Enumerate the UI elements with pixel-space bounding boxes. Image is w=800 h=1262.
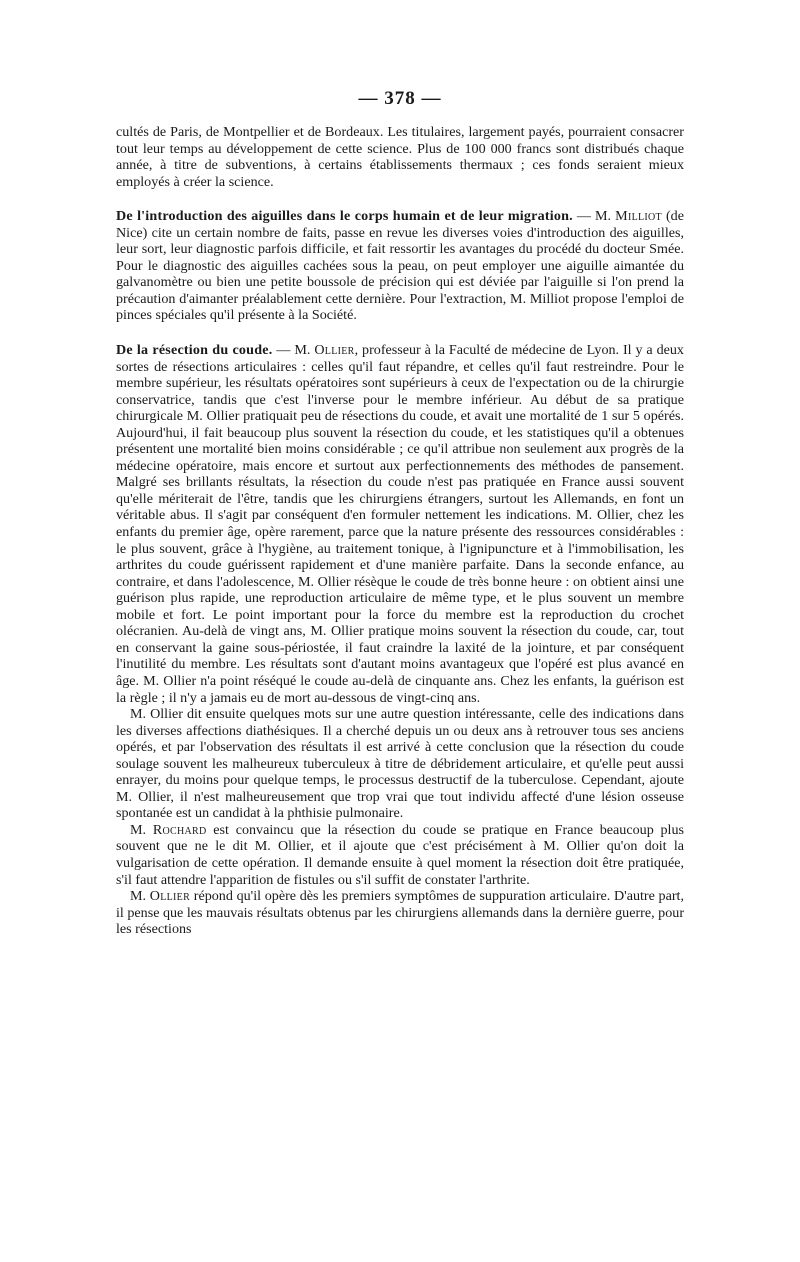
author-name: Rochard	[152, 821, 207, 838]
paragraph-ollier-reply	[116, 888, 684, 938]
paragraph-text: (de Nice) cite un certain nombre de faits, passe en revue les diverses voies d'introduction des aiguilles, leur sort, leur diagnostic parfois difficile, et fait ressortir les avantages du procédé du docteur Smée. Pour le diagnostic des aiguilles cachées sous la peau, on peut employer une aiguille aimantée du galvanomètre ou bien une petite boussole de précision qui est déviée par l'aiguille si l'on prend la précaution d'aimanter préalablement cette dernière. Pour l'extraction, M. Milliot propose l'emploi de pinces spéciales qu'il présente à la Société.	[116, 208, 684, 324]
author-name: Ollier	[149, 888, 191, 905]
page-number: — 378 —	[358, 88, 442, 109]
author-name: Milliot	[615, 208, 662, 225]
paragraph-rochard	[116, 822, 684, 888]
paragraph-continuation	[116, 124, 684, 190]
paragraph-text: cultés de Paris, de Montpellier et de Bordeaux. Les titulaires, largement payés, pourraient consacrer tout leur temps au développement de cette science. Plus de 100 000 francs sont distribués chaque année, à titre de subventions, à certains établissements thermaux ; ces fonds seraient mieux employés à créer la science.	[116, 124, 684, 190]
section-gap	[116, 324, 684, 342]
heading-dash: — M.	[572, 208, 616, 225]
paragraph-text: répond qu'il opère dès les premiers symptômes de suppuration articulaire. D'autre part, il pense que les mauvais résultats obtenus par les chirurgiens allemands dans la dernière guerre, pour les résections	[116, 888, 685, 938]
section-aiguilles	[116, 208, 684, 324]
author-name: Ollier	[314, 342, 355, 359]
heading-dash: — M.	[272, 342, 315, 359]
section-heading: De la résection du coude.	[116, 342, 273, 359]
paragraph-indications	[116, 706, 684, 822]
paragraph-lead: M.	[130, 821, 153, 838]
document-page	[116, 88, 684, 938]
paragraph-text: est convaincu que la résection du coude se pratique en France beaucoup plus souvent que ne le dit M. Ollier, et il ajoute que c'est précisément à M. Ollier qu'on doit la vulgarisation de cette opération. Il demande ensuite à quel moment la résection doit être pratiquée, s'il faut attendre l'apparition de fistules ou s'il suffit de constater l'arthrite.	[116, 821, 684, 888]
paragraph-text: , professeur à la Faculté de médecine de Lyon. Il y a deux sortes de résections articulaires : celles qu'il faut répandre, et celles qu'il faut restreindre. Pour le membre supérieur, les résultats opératoires sont supérieurs à ceux de l'expectation ou de la chirurgie conservatrice, tandis que c'est l'inverse pour le membre inférieur. Au début de sa pratique chirurgicale M. Ollier pratiquait peu de résections du coude, et avait une mortalité de 1 sur 5 opérés. Aujourd'hui, il fait beaucoup plus souvent la résection du coude, et les statistiques qu'il a obtenues présentent une mortalité bien moins considérable ; ce qu'il attribue non seulement aux progrès de la médecine opératoire, mais encore et surtout aux perfectionnements des méthodes de pansement. Malgré ses brillants résultats, la résection du coude n'est pas pratiquée en France aussi souvent qu'elle mériterait de l'être, tandis que les chirurgiens étrangers, surtout les Allemands, en font un véritable abus. Il s'agit par conséquent d'en formuler nettement les indications. M. Ollier, chez les enfants du premier âge, opère rarement, parce que la nature présente des ressources considérables : le plus souvent, grâce à l'hygiène, au traitement tonique, à l'ignipuncture et à l'immobilisation, les arthrites du coude guérissent rapidement et d'une manière parfaite. Dans la seconde enfance, au contraire, et dans l'adolescence, M. Ollier résèque le coude de très bonne heure : on obtient ainsi une guérison plus rapide, une reproduction articulaire de même type, et le plus souvent un membre mobile et fort. Le point important pour la force du membre est la reproduction du crochet olécranien. Au-delà de vingt ans, M. Ollier pratique moins souvent la résection du coude, car, tout en conservant la gaine sous-périostée, il faut craindre la laxité de la jointure, et par conséquent l'inutilité du membre. Les résultats sont d'autant moins avantageux que l'opéré est plus avancé en âge. M. Ollier n'a point réséqué le coude au-delà de cinquante ans. Chez les enfants, la guérison est la règle ; il n'y a jamais eu de mort au-dessous de vingt-cinq ans.	[116, 342, 684, 706]
paragraph-text: M. Ollier dit ensuite quelques mots sur une autre question intéressante, celle des indications dans les diverses affections diathésiques. Il a cherché depuis un ou deux ans à retrouver tous ses anciens opérés, et par l'observation des résultats il est arrivé à cette conclusion que la résection du coude soulage souvent les malheureux tuberculeux à titre de débridement articulaire, et qu'elle peut aussi enrayer, du moins pour quelque temps, le processus destructif de la tuberculose. Cependant, ajoute M. Ollier, il n'est malheureusement que trop vrai que tout individu affecté d'une lésion osseuse spontanée est un candidat à la phthisie pulmonaire.	[116, 706, 684, 822]
paragraph-lead: M.	[130, 888, 150, 905]
section-gap	[116, 190, 684, 208]
section-heading: De l'introduction des aiguilles dans le corps humain et de leur migration.	[116, 208, 573, 225]
section-resection	[116, 342, 684, 706]
